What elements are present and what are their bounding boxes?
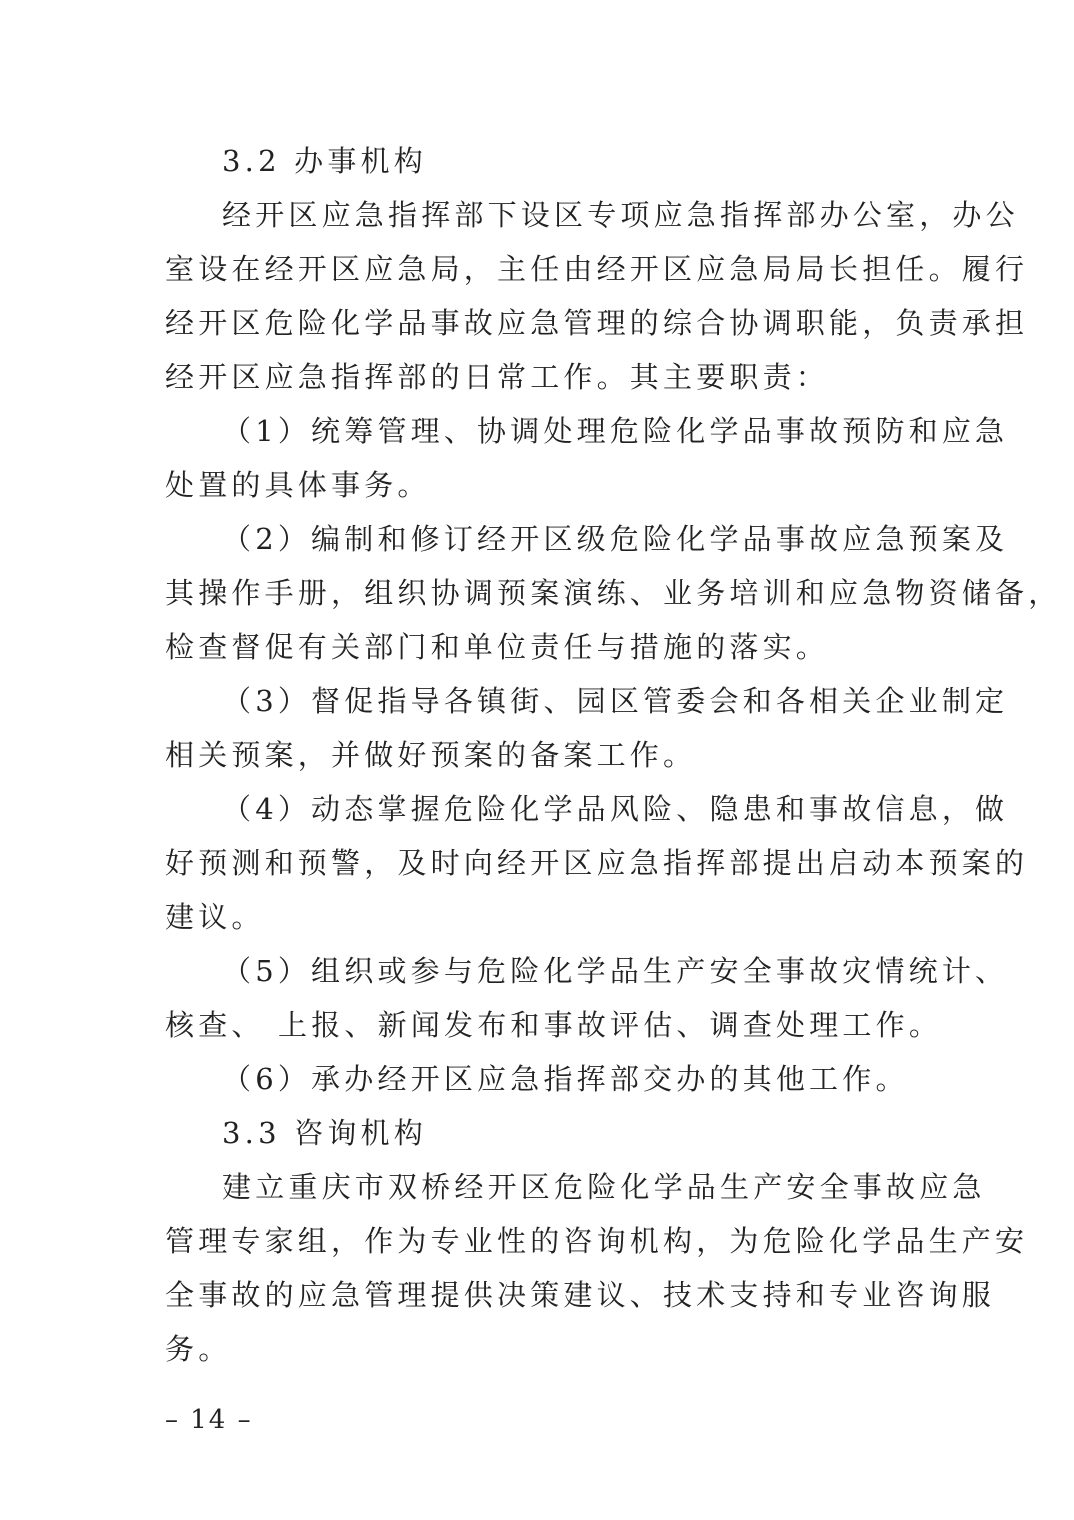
- paragraph-line: 建立重庆市双桥经开区危险化学品生产安全事故应急: [222, 1170, 986, 1204]
- paragraph-line: 核查、 上报、新闻发布和事故评估、调查处理工作。: [165, 1008, 943, 1042]
- paragraph-line: 相关预案，并做好预案的备案工作。: [165, 738, 697, 772]
- paragraph-line: 经开区危险化学品事故应急管理的综合协调职能，负责承担: [165, 306, 1029, 340]
- paragraph-line: 管理专家组，作为专业性的咨询机构，为危险化学品生产安: [165, 1224, 1029, 1258]
- paragraph-line: 检查督促有关部门和单位责任与措施的落实。: [165, 630, 830, 664]
- paragraph-line: 全事故的应急管理提供决策建议、技术支持和专业咨询服: [165, 1278, 996, 1312]
- paragraph-line: 建议。: [165, 900, 265, 934]
- duty-item-1: （1）统筹管理、协调处理危险化学品事故预防和应急: [222, 414, 1009, 448]
- section-heading-3-3: 3.3 咨询机构: [222, 1116, 427, 1150]
- duty-item-3: （3）督促指导各镇街、园区管委会和各相关企业制定: [222, 684, 1009, 718]
- paragraph-line: 经开区应急指挥部的日常工作。其主要职责：: [165, 360, 830, 394]
- duty-item-6: （6）承办经开区应急指挥部交办的其他工作。: [222, 1062, 909, 1096]
- section-heading-3-2: 3.2 办事机构: [222, 144, 427, 178]
- duty-item-2: （2）编制和修订经开区级危险化学品事故应急预案及: [222, 522, 1009, 556]
- paragraph-line: 经开区应急指挥部下设区专项应急指挥部办公室，办公: [222, 198, 1019, 232]
- page-number: – 14 –: [165, 1405, 253, 1435]
- paragraph-line: 务。: [165, 1332, 232, 1366]
- duty-item-5: （5）组织或参与危险化学品生产安全事故灾情统计、: [222, 954, 1009, 988]
- duty-item-4: （4）动态掌握危险化学品风险、隐患和事故信息，做: [222, 792, 1009, 826]
- paragraph-line: 好预测和预警，及时向经开区应急指挥部提出启动本预案的: [165, 846, 1029, 880]
- paragraph-line: 处置的具体事务。: [165, 468, 431, 502]
- paragraph-line: 其操作手册，组织协调预案演练、业务培训和应急物资储备，: [165, 576, 1062, 610]
- paragraph-line: 室设在经开区应急局，主任由经开区应急局局长担任。履行: [165, 252, 1029, 286]
